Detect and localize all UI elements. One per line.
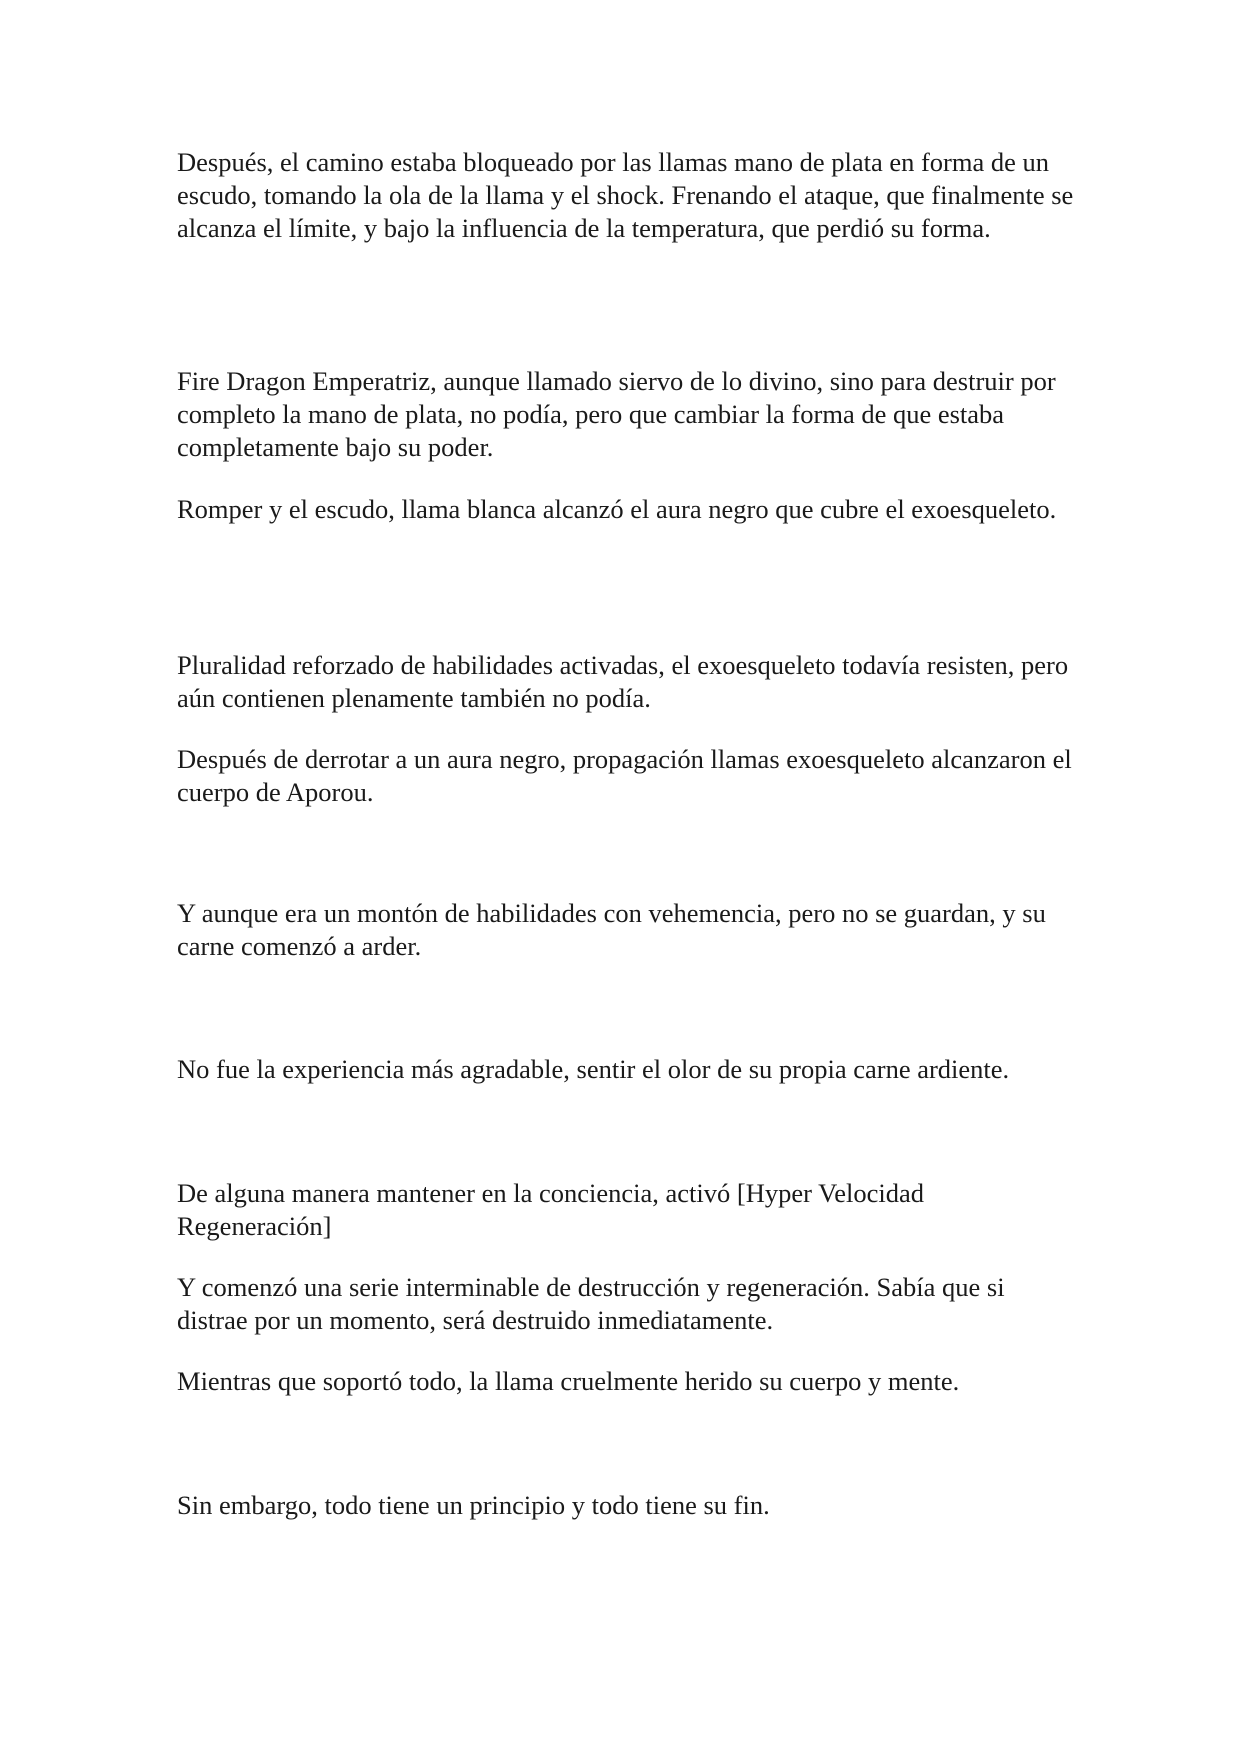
- paragraph: Fire Dragon Emperatriz, aunque llamado siervo de lo divino, sino para destruir por completo la mano de plata, no podía, pero que cambiar la forma de que estaba completamente bajo su poder.: [177, 366, 1056, 462]
- paragraph: Y comenzó una serie interminable de destrucción y regeneración. Sabía que si distrae por un momento, será destruido inmediatamente.: [177, 1272, 1005, 1335]
- paragraph: Y aunque era un montón de habilidades con vehemencia, pero no se guardan, y su carne comenzó a arder.: [177, 898, 1046, 961]
- paragraph: Pluralidad reforzado de habilidades activadas, el exoesqueleto todavía resisten, pero aún contienen plenamente también no podía.: [177, 650, 1069, 713]
- paragraph: De alguna manera mantener en la conciencia, activó [Hyper Velocidad Regeneración]: [177, 1178, 925, 1241]
- paragraph: Después de derrotar a un aura negro, propagación llamas exoesqueleto alcanzaron el cuerpo de Aporou.: [177, 744, 1072, 807]
- paragraph: Después, el camino estaba bloqueado por las llamas mano de plata en forma de un escudo, tomando la ola de la llama y el shock. Frenando el ataque, que finalmente se alcanza el límite, y bajo la influencia de la temperatura, que perdió su forma.: [177, 147, 1074, 243]
- paragraph: Mientras que soportó todo, la llama cruelmente herido su cuerpo y mente.: [177, 1366, 960, 1396]
- paragraph: Sin embargo, todo tiene un principio y todo tiene su fin.: [177, 1490, 770, 1520]
- paragraph: Romper y el escudo, llama blanca alcanzó el aura negro que cubre el exoesqueleto.: [177, 494, 1057, 524]
- paragraph: No fue la experiencia más agradable, sentir el olor de su propia carne ardiente.: [177, 1054, 1010, 1084]
